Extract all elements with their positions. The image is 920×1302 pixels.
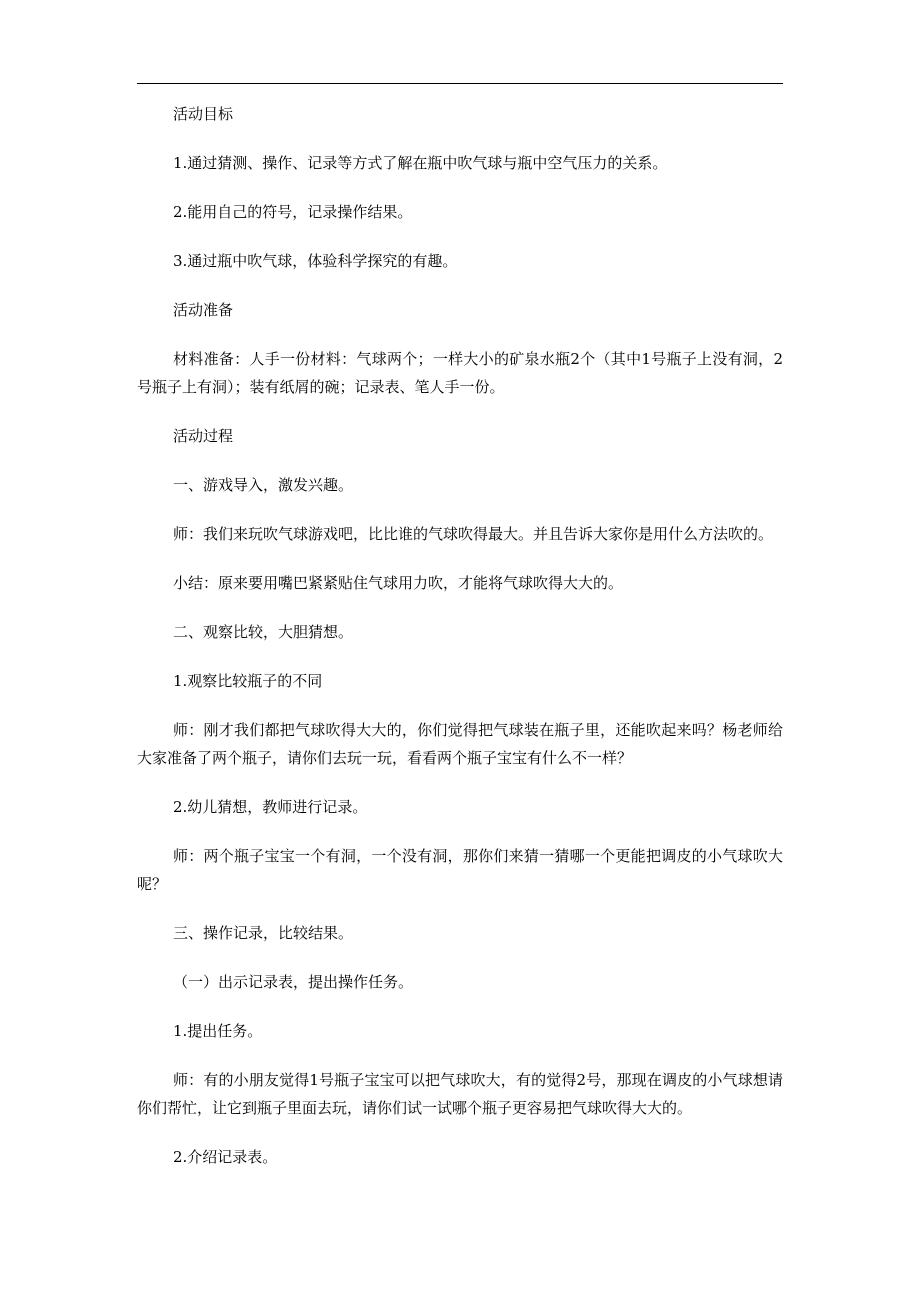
- teacher-line-4: 师：有的小朋友觉得1号瓶子宝宝可以把气球吹大，有的觉得2号，那现在调皮的小气球想请你们帮忙，让它到瓶子里面去玩，请你们试一试哪个瓶子更容易把气球吹得大大的。: [137, 1071, 783, 1117]
- header-rule: [137, 83, 783, 84]
- materials-paragraph: 材料准备：人手一份材料：气球两个；一样大小的矿泉水瓶2个（其中1号瓶子上没有洞，2号瓶子上有洞）；装有纸屑的碗；记录表、笔人手一份。: [137, 350, 783, 396]
- step-heading-2: 二、观察比较，大胆猜想。: [173, 623, 354, 641]
- step-heading-1: 一、游戏导入，激发兴趣。: [173, 476, 354, 494]
- teacher-line-3: 师：两个瓶子宝宝一个有洞，一个没有洞，那你们来猜一猜哪一个更能把调皮的小气球吹大呢？: [137, 847, 783, 893]
- goal-item-3: 3.通过瓶中吹气球，体验科学探究的有趣。: [173, 252, 458, 270]
- document-body: [137, 100, 783, 1171]
- step-heading-3: 三、操作记录，比较结果。: [173, 924, 354, 942]
- sub-heading-record-table: （一）出示记录表，提出操作任务。: [173, 973, 414, 991]
- summary-paragraph: 小结：原来要用嘴巴紧紧贴住气球用力吹，才能将气球吹得大大的。: [173, 574, 624, 592]
- section-heading-goals: 活动目标: [173, 105, 234, 123]
- teacher-line-2: 师：刚才我们都把气球吹得大大的，你们觉得把气球装在瓶子里，还能吹起来吗？杨老师给大家准备了两个瓶子，请你们去玩一玩，看看两个瓶子宝宝有什么不一样？: [137, 721, 783, 767]
- sub-step-observe: 1.观察比较瓶子的不同: [173, 672, 323, 690]
- sub-step-task: 1.提出任务。: [173, 1022, 263, 1040]
- sub-step-guess: 2.幼儿猜想，教师进行记录。: [173, 798, 368, 816]
- goal-item-1: 1.通过猜测、操作、记录等方式了解在瓶中吹气球与瓶中空气压力的关系。: [173, 154, 668, 172]
- goal-item-2: 2.能用自己的符号，记录操作结果。: [173, 203, 413, 221]
- teacher-line-1: 师：我们来玩吹气球游戏吧，比比谁的气球吹得最大。并且告诉大家你是用什么方法吹的。: [173, 525, 774, 543]
- sub-step-introduce-table: 2.介绍记录表。: [173, 1148, 278, 1166]
- section-heading-process: 活动过程: [173, 427, 234, 445]
- section-heading-preparation: 活动准备: [173, 301, 234, 319]
